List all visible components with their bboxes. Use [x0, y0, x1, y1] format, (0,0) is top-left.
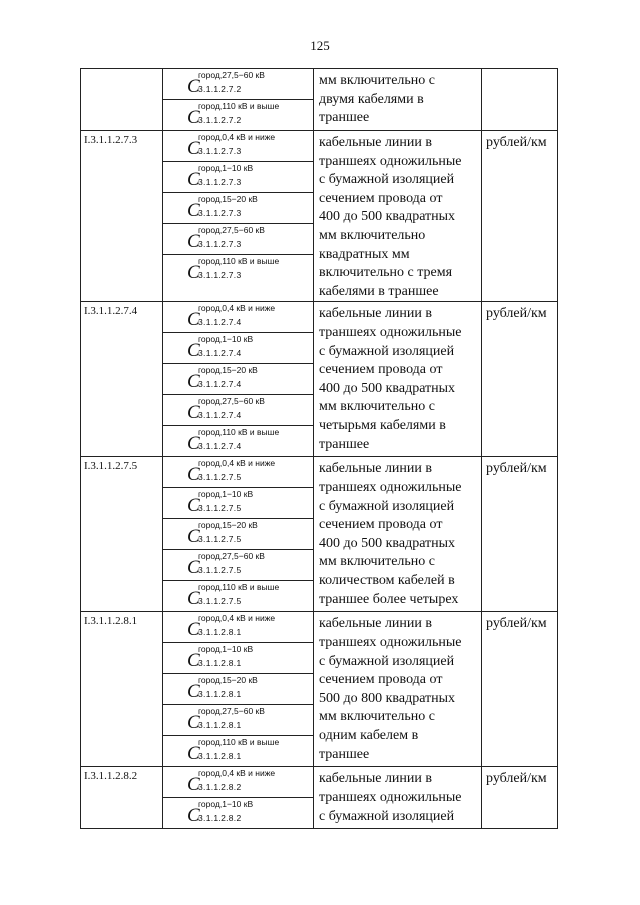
rate-symbols-cell — [163, 612, 314, 767]
description-line: квадратных мм — [319, 246, 410, 262]
rate-symbol-row — [163, 131, 313, 162]
rate-symbol-row — [163, 302, 313, 333]
rate-symbol-row — [163, 643, 313, 674]
symbol-subscript: 3.1.1.2.8.1 — [198, 627, 242, 638]
description-line: траншее — [319, 110, 370, 126]
symbol-superscript: город,110 кВ и выше — [198, 427, 280, 438]
symbol-subscript: 3.1.1.2.7.4 — [198, 410, 242, 421]
symbol-letter: C — [187, 309, 200, 331]
symbol-subscript: 3.1.1.2.8.2 — [198, 813, 242, 824]
symbol-subscript: 3.1.1.2.7.3 — [198, 146, 242, 156]
symbol-superscript: город,0,4 кВ и ниже — [198, 613, 276, 624]
unit-cell: рублей/км — [482, 302, 558, 457]
symbol-superscript: город,15−20 кВ — [198, 675, 258, 686]
symbol-letter: C — [187, 433, 200, 455]
symbol-letter: C — [187, 681, 200, 703]
rate-symbol-row — [163, 69, 313, 100]
description-line: 500 до 800 квадратных — [319, 690, 456, 706]
symbol-superscript: город,1−10 кВ — [198, 644, 254, 655]
symbol-letter: C — [187, 588, 200, 610]
item-code: I.3.1.1.2.8.1 — [81, 612, 163, 767]
description-line: мм включительно с — [319, 399, 435, 415]
item-code: I.3.1.1.2.8.2 — [81, 767, 163, 829]
table-row — [81, 612, 558, 767]
description-line: 400 до 500 квадратных — [319, 535, 456, 551]
description-cell — [314, 302, 482, 457]
symbol-subscript: 3.1.1.2.7.3 — [198, 270, 242, 280]
rate-symbols-cell — [163, 69, 314, 131]
description-line: кабельные линии в — [319, 771, 433, 787]
rate-symbols-cell — [163, 767, 314, 829]
description-cell — [314, 69, 482, 131]
description-line: кабельные линии в — [319, 306, 433, 322]
tariff-table — [80, 68, 558, 829]
rate-symbol-row — [163, 550, 313, 581]
symbol-superscript: город,15−20 кВ — [198, 194, 258, 204]
rate-symbol-row — [163, 674, 313, 705]
symbol-letter: C — [187, 262, 200, 283]
symbol-letter: C — [187, 743, 200, 765]
rate-symbol-row — [163, 193, 313, 224]
symbol-subscript: 3.1.1.2.7.4 — [198, 441, 242, 452]
rate-symbol-row — [163, 519, 313, 550]
description-line: траншее — [319, 436, 370, 452]
table-row — [81, 131, 558, 302]
description-cell — [314, 767, 482, 829]
description-line: кабельные линии в — [319, 461, 433, 477]
description-line: количеством кабелей в — [319, 572, 455, 588]
rate-symbols-cell — [163, 302, 314, 457]
rate-symbol-row — [163, 612, 313, 643]
symbol-letter: C — [187, 200, 200, 221]
symbol-superscript: город,0,4 кВ и ниже — [198, 132, 276, 142]
description-line: с бумажной изоляцией — [319, 808, 455, 824]
symbol-superscript: город,1−10 кВ — [198, 799, 254, 810]
description-line: с бумажной изоляцией — [319, 343, 455, 359]
description-line: мм включительно с — [319, 554, 435, 570]
description-line: 400 до 500 квадратных — [319, 209, 456, 225]
description-line: мм включительно с — [319, 73, 435, 88]
symbol-subscript: 3.1.1.2.8.1 — [198, 751, 242, 762]
symbol-superscript: город,15−20 кВ — [198, 365, 258, 376]
symbol-superscript: город,110 кВ и выше — [198, 737, 280, 748]
symbol-superscript: город,1−10 кВ — [198, 163, 254, 173]
symbol-subscript: 3.1.1.2.7.5 — [198, 472, 242, 483]
rate-symbol-row — [163, 224, 313, 255]
description-cell — [314, 612, 482, 767]
description-line: с бумажной изоляцией — [319, 498, 455, 514]
symbol-subscript: 3.1.1.2.7.3 — [198, 239, 242, 249]
symbol-letter: C — [187, 712, 200, 734]
symbol-subscript: 3.1.1.2.7.3 — [198, 208, 242, 218]
symbol-letter: C — [187, 138, 200, 159]
symbol-subscript: 3.1.1.2.7.3 — [198, 177, 242, 187]
item-code: I.3.1.1.2.7.5 — [81, 457, 163, 612]
description-line: 400 до 500 квадратных — [319, 380, 456, 396]
symbol-subscript: 3.1.1.2.8.1 — [198, 720, 242, 731]
rate-symbol-row — [163, 333, 313, 364]
table-row — [81, 457, 558, 612]
description-line: сечением провода от — [319, 190, 443, 206]
symbol-superscript: город,110 кВ и выше — [198, 582, 280, 593]
symbol-letter: C — [187, 557, 200, 579]
description-line: с бумажной изоляцией — [319, 172, 455, 188]
symbol-superscript: город,27,5−60 кВ — [198, 396, 265, 407]
symbol-letter: C — [187, 340, 200, 362]
symbol-letter: C — [187, 402, 200, 424]
symbol-subscript: 3.1.1.2.7.4 — [198, 348, 242, 359]
description-line: одним кабелем в — [319, 727, 419, 743]
symbol-superscript: город,27,5−60 кВ — [198, 706, 265, 717]
rate-symbol-row — [163, 705, 313, 736]
symbol-letter: C — [187, 76, 200, 97]
description-line: траншеях одножильные — [319, 634, 462, 650]
unit-cell: рублей/км — [482, 767, 558, 829]
symbol-superscript: город,0,4 кВ и ниже — [198, 458, 276, 469]
description-line: траншеях одножильные — [319, 479, 462, 495]
table-row — [81, 767, 558, 829]
rate-symbol-row — [163, 488, 313, 519]
description-line: траншеях одножильные — [319, 789, 462, 805]
description-line: с бумажной изоляцией — [319, 653, 455, 669]
symbol-subscript: 3.1.1.2.8.1 — [198, 689, 242, 700]
rate-symbol-row — [163, 798, 313, 828]
item-code: I.3.1.1.2.7.3 — [81, 131, 163, 302]
symbol-superscript: город,15−20 кВ — [198, 520, 258, 531]
symbol-subscript: 3.1.1.2.7.2 — [198, 84, 242, 94]
description-line: четырьмя кабелями в — [319, 417, 446, 433]
symbol-subscript: 3.1.1.2.8.2 — [198, 782, 242, 793]
symbol-superscript: город,1−10 кВ — [198, 334, 254, 345]
description-line: сечением провода от — [319, 362, 443, 378]
unit-cell: рублей/км — [482, 131, 558, 302]
symbol-subscript: 3.1.1.2.7.4 — [198, 317, 242, 328]
symbol-subscript: 3.1.1.2.7.5 — [198, 503, 242, 514]
description-line: кабельные линии в — [319, 135, 433, 150]
symbol-letter: C — [187, 169, 200, 190]
unit-cell: рублей/км — [482, 612, 558, 767]
rate-symbol-row — [163, 767, 313, 798]
description-line: мм включительно с — [319, 709, 435, 725]
description-line: кабельные линии в — [319, 616, 433, 632]
rate-symbol-row — [163, 364, 313, 395]
rate-symbols-cell — [163, 131, 314, 302]
symbol-letter: C — [187, 371, 200, 393]
description-line: сечением провода от — [319, 672, 443, 688]
symbol-subscript: 3.1.1.2.8.1 — [198, 658, 242, 669]
rate-symbol-row — [163, 162, 313, 193]
description-line: траншеях одножильные — [319, 324, 462, 340]
symbol-letter: C — [187, 526, 200, 548]
rate-symbol-row — [163, 736, 313, 766]
rate-symbol-row — [163, 100, 313, 130]
symbol-letter: C — [187, 464, 200, 486]
symbol-superscript: город,1−10 кВ — [198, 489, 254, 500]
rate-symbol-row — [163, 581, 313, 611]
symbol-subscript: 3.1.1.2.7.5 — [198, 596, 242, 607]
table-row — [81, 69, 558, 131]
symbol-superscript: город,110 кВ и выше — [198, 256, 280, 266]
symbol-superscript: город,0,4 кВ и ниже — [198, 768, 276, 779]
symbol-letter: C — [187, 231, 200, 252]
description-line: кабелями в траншее — [319, 283, 439, 299]
description-line: двумя кабелями в — [319, 91, 424, 107]
symbol-superscript: город,0,4 кВ и ниже — [198, 303, 276, 314]
rate-symbols-cell — [163, 457, 314, 612]
rate-symbol-row — [163, 457, 313, 488]
symbol-letter: C — [187, 495, 200, 517]
symbol-superscript: город,27,5−60 кВ — [198, 70, 265, 80]
description-cell — [314, 131, 482, 302]
description-line: траншее — [319, 746, 370, 762]
symbol-letter: C — [187, 805, 200, 827]
description-line: мм включительно — [319, 227, 426, 243]
symbol-subscript: 3.1.1.2.7.4 — [198, 379, 242, 390]
item-code — [81, 69, 163, 131]
symbol-letter: C — [187, 650, 200, 672]
page-number: 125 — [310, 38, 330, 53]
description-cell — [314, 457, 482, 612]
rate-symbol-row — [163, 255, 313, 285]
rate-symbol-row — [163, 395, 313, 426]
symbol-superscript: город,27,5−60 кВ — [198, 225, 265, 235]
table-row — [81, 302, 558, 457]
item-code: I.3.1.1.2.7.4 — [81, 302, 163, 457]
description-line: траншее более четырех — [319, 591, 459, 607]
symbol-superscript: город,110 кВ и выше — [198, 101, 280, 111]
symbol-superscript: город,27,5−60 кВ — [198, 551, 265, 562]
symbol-subscript: 3.1.1.2.7.2 — [198, 115, 242, 125]
unit-cell — [482, 69, 558, 131]
symbol-letter: C — [187, 107, 200, 128]
symbol-letter: C — [187, 774, 200, 796]
symbol-subscript: 3.1.1.2.7.5 — [198, 534, 242, 545]
rate-symbol-row — [163, 426, 313, 456]
description-line: траншеях одножильные — [319, 153, 462, 169]
symbol-letter: C — [187, 619, 200, 641]
unit-cell: рублей/км — [482, 457, 558, 612]
symbol-subscript: 3.1.1.2.7.5 — [198, 565, 242, 576]
description-line: включительно с тремя — [319, 265, 453, 281]
description-line: сечением провода от — [319, 517, 443, 533]
